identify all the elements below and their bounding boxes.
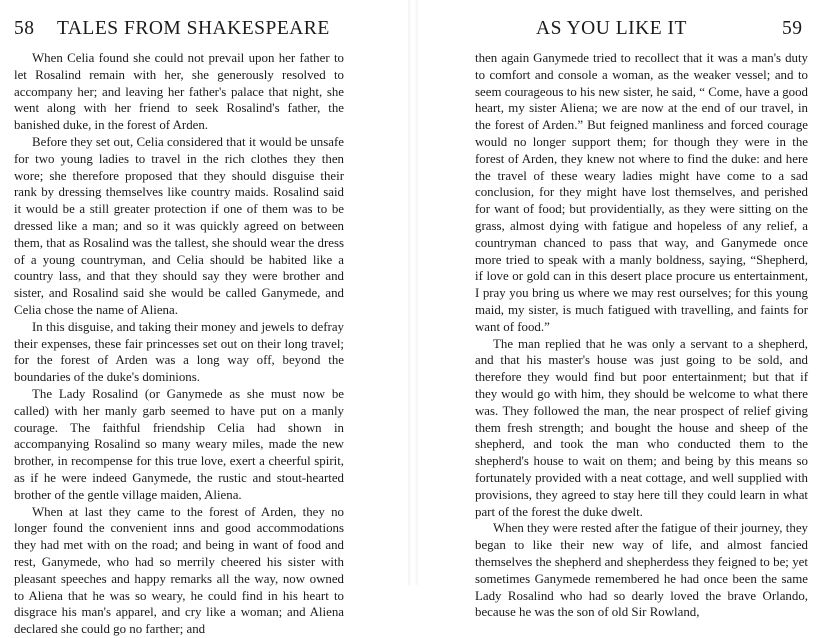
left-page-body — [14, 50, 344, 638]
paragraph-continued: then again Ganymede tried to recollect that it was a man's duty to comfort and console a woman, as the weaker vessel; and to seem courageous to his new sister, he said, “ Come, have a good heart, my sister Aliena; we are now at the end of our travel, in the forest of Arden.” But feigned manliness and forced courage would no longer support them; for though they were in the forest of Arden, they knew not where to find the duke: and here the travel of these weary ladies might have come to a sad conclusion, for they might have lost themselves, and perished for want of food; but providentially, as they were sitting on the grass, almost dying with fatigue and hopeless of any relief, a countryman chanced to pass that way, and Ganymede once more tried to speak with a manly boldness, saying, “Shepherd, if love or gold can in this desert place procure us entertainment, I pray you bring us where we may rest ourselves; for this young maid, my sister, is much fatigued with travelling, and faints for want of food.” — [475, 51, 808, 334]
running-head-title-left: TALES FROM SHAKESPEARE — [57, 18, 330, 39]
paragraph: The man replied that he was only a servant to a shepherd, and that his master's house was just going to be sold, and therefore they would find but poor entertainment; but that if they would go with him, they should be welcome to what there was. They followed the man, the near prospect of relief giving them fresh strength; and bought the house and sheep of the shepherd, and took the man who conducted them to the shepherd's house to wait on them; and being by this means so fortunately provided with a neat cottage, and well supplied with provisions, they agreed to stay here till they could learn in what part of the forest the duke dwelt. — [475, 336, 808, 519]
left-page — [0, 0, 408, 637]
book-gutter — [408, 0, 418, 585]
paragraph: When Celia found she could not prevail upon her father to let Rosalind remain with her, she generously resolved to accompany her; and leaving her father's palace that night, she went along with her friend to seek Rosalind's father, the banished duke, in the forest of Arden. — [14, 51, 344, 133]
left-running-head — [0, 0, 408, 40]
right-page-body — [475, 50, 808, 621]
running-head-title-right: AS YOU LIKE IT — [536, 18, 687, 39]
paragraph: Before they set out, Celia considered that it would be unsafe for two young ladies to travel in the rich clothes they then wore; she therefore proposed that they should disguise their rank by dressing themselves like country maids. Rosalind said it would be a still greater protection if one of them was to be dressed like a man; and so it was quickly agreed on between them, that as Rosalind was the tallest, she should wear the dress of a young countryman, and Celia should be habited like a country lass, and that they should say they were brother and sister, and Rosalind said she would be called Ganymede, and Celia chose the name of Aliena. — [14, 134, 344, 317]
right-running-head — [418, 0, 825, 40]
paragraph: When they were rested after the fatigue of their journey, they began to like their new way of life, and almost fancied themselves the shepherd and shepherdess they feigned to be; yet sometimes Ganymede remembered he had once been the same Lady Rosalind who had so dearly loved the brave Orlando, because he was the son of old Sir Rowland, — [475, 521, 808, 620]
page-number-right: 59 — [782, 18, 803, 39]
paragraph: When at last they came to the forest of Arden, they no longer found the convenient inns and good accommodations they had met with on the road; and being in want of food and rest, Ganymede, who had so merrily cheered his sister with pleasant speeches and happy remarks all the way, now owned to Aliena that he was so weary, he could find in his heart to disgrace his man's apparel, and cry like a woman; and Aliena declared she could go no farther; and — [14, 504, 344, 637]
paragraph: The Lady Rosalind (or Ganymede as she must now be called) with her manly garb seemed to have put on a manly courage. The faithful friendship Celia had shown in accompanying Rosalind so many weary miles, made the new brother, in recompense for this true love, exert a cheerful spirit, as if he were indeed Ganymede, the rustic and stout-hearted brother of the gentle village maiden, Aliena. — [14, 386, 344, 502]
page-number-left: 58 — [14, 18, 35, 39]
right-page — [418, 0, 825, 620]
paragraph: In this disguise, and taking their money and jewels to defray their expenses, these fair princesses set out on their long travel; for the forest of Arden was a long way off, beyond the boundaries of the duke's dominions. — [14, 319, 344, 385]
